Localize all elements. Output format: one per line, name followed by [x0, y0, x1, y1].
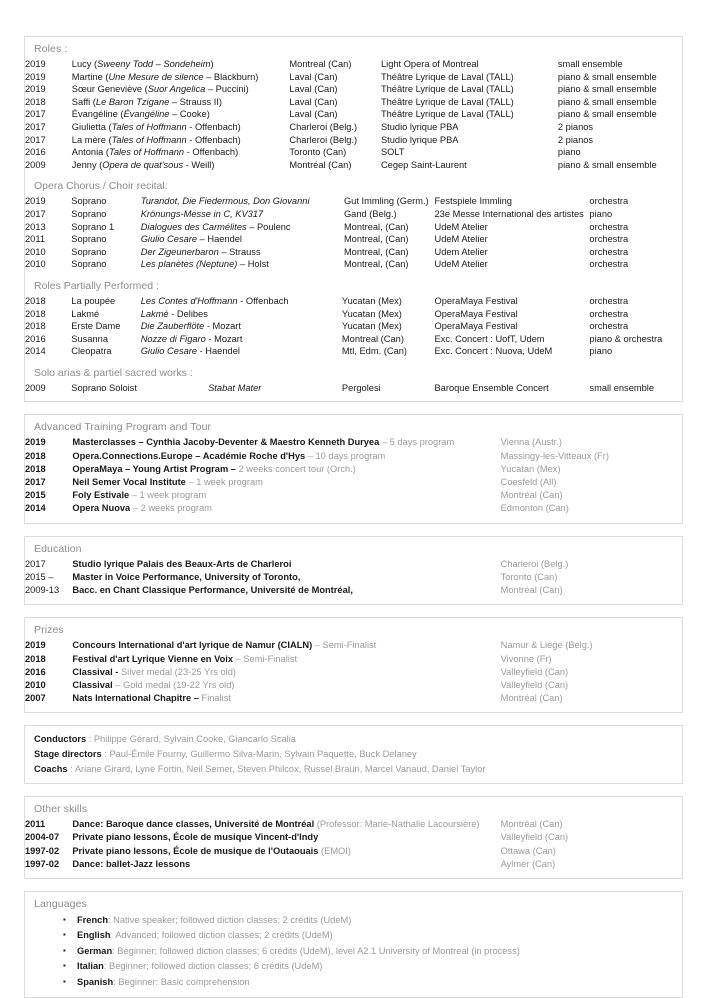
- training-table: [25, 436, 682, 515]
- partial-role-name: Susanna: [71, 333, 108, 344]
- education-place: Montréal (Can): [500, 585, 563, 596]
- role-row: [25, 96, 682, 109]
- role-year: 2019: [25, 84, 46, 95]
- partial-role-accompaniment: orchestra: [589, 321, 629, 332]
- chorus-place: Montreal, (Can): [343, 234, 409, 245]
- role-company: Studio lyrique PBA: [380, 134, 459, 145]
- training-row-year: 2015: [25, 490, 46, 501]
- chorus-row: [25, 233, 682, 246]
- chorus-year: 2011: [25, 234, 45, 245]
- language-item: ▪ Spanish: Beginner: Basic comprehension: [25, 975, 682, 990]
- prize-row-place: Valleyfield (Can): [500, 666, 569, 677]
- solo-aria-accompaniment: small ensemble: [589, 382, 655, 393]
- chorus-tbody: [25, 195, 682, 271]
- training-row: [25, 476, 682, 489]
- partial-role-row: [25, 333, 682, 346]
- skill-row-place: Montréal (Can): [500, 819, 563, 830]
- role-year: 2019: [25, 71, 46, 82]
- prize-row-title: Classival - Silver medal (23-25 Yrs old): [72, 666, 236, 677]
- prize-row-year: 2016: [25, 666, 46, 677]
- role-company: Théâtre Lyrique de Laval (TALL): [380, 71, 514, 82]
- role-company: Théâtre Lyrique de Laval (TALL): [380, 109, 514, 120]
- role-row: [25, 159, 682, 172]
- language-item: ▪ Italian: Beginner; followed diction classes; 6 crédits (UdeM): [25, 959, 682, 974]
- skill-row-title: Dance: ballet-Jazz lessons: [72, 858, 191, 869]
- prize-row-year: 2010: [25, 679, 46, 690]
- prize-row-year: 2007: [25, 693, 46, 704]
- partial-role-year: 2018: [25, 321, 46, 332]
- role-title: Évangéline (Évangéline – Cooke): [71, 109, 210, 120]
- prize-row: [25, 666, 682, 679]
- other-skills-section: [24, 796, 683, 879]
- credits-list: [25, 732, 682, 776]
- solo-aria-role: Soprano Soloist: [71, 382, 137, 393]
- partial-role-work: Lakmé - Delibes: [140, 308, 208, 319]
- prize-row-place: Valleyfield (Can): [500, 679, 569, 690]
- role-row: [25, 71, 682, 84]
- chorus-work: Giulio Cesare – Haendel: [140, 234, 242, 245]
- role-accompaniment: piano & small ensemble: [557, 109, 657, 120]
- skill-row-year: 1997-02: [25, 845, 60, 856]
- role-year: 2018: [25, 96, 46, 107]
- skill-row-year: 2004-07: [25, 832, 60, 843]
- solo-aria-year: 2009: [25, 382, 46, 393]
- chorus-accompaniment: orchestra: [589, 259, 629, 270]
- chorus-table: [25, 195, 682, 271]
- chorus-work: Krönungs-Messe in C, KV317: [140, 208, 264, 219]
- skill-row-place: Ottawa (Can): [500, 845, 556, 856]
- credits-row: Stage directors : Paul-Émile Fourny, Guillermo Silva-Marin, Sylvain Paquette, Buck Delaney: [34, 748, 417, 759]
- solo-arias-table: [25, 382, 682, 395]
- partial-role-year: 2014: [25, 346, 46, 357]
- role-place: Toronto (Can): [289, 147, 347, 158]
- partial-role-name: Cleopatra: [71, 346, 112, 357]
- role-accompaniment: piano & small ensemble: [557, 71, 657, 82]
- chorus-voice: Soprano 1: [71, 221, 115, 232]
- skill-row: [25, 818, 682, 831]
- roles-tbody: [25, 58, 682, 171]
- role-year: 2017: [25, 121, 46, 132]
- prize-row-title: Festival d'art Lyrique Vienne en Voix – Semi-Finalist: [72, 653, 298, 664]
- skill-row-title: Dance: Baroque dance classes, Université de Montréal (Professor: Marie-Nathalie Lacoursière): [72, 819, 480, 830]
- prize-row-title: Nats International Chapitre – Finalist: [72, 693, 231, 704]
- training-row-year: 2018: [25, 463, 46, 474]
- chorus-place: Montreal, (Can): [343, 259, 409, 270]
- role-accompaniment: piano & small ensemble: [557, 96, 657, 107]
- partial-role-org: OperaMaya Festival: [434, 308, 518, 319]
- partial-roles-heading: Roles Partially Performed :: [34, 279, 159, 292]
- training-tbody: [25, 436, 682, 515]
- credits-row: Conductors : Philippe Gérard, Sylvain Cooke, Giancarlo Scalia: [34, 734, 296, 745]
- training-row-title: Opera.Connections.Europe – Académie Roche d'Hys – 10 days program: [72, 450, 386, 461]
- role-place: Montréal (Can): [289, 159, 352, 170]
- skill-row-year: 1997-02: [25, 858, 60, 869]
- roles-heading: Roles :: [34, 43, 68, 55]
- education-title: Studio lyrique Palais des Beaux-Arts de Charleroi: [72, 558, 292, 569]
- prize-row-place: Montréal (Can): [500, 693, 563, 704]
- solo-aria-org: Baroque Ensemble Concert: [434, 382, 549, 393]
- chorus-place: Gut Immling (Germ.): [343, 196, 429, 207]
- skill-row-place: Aylmer (Can): [500, 858, 556, 869]
- chorus-heading: Opera Chorus / Choir recital:: [34, 180, 168, 193]
- role-row: [25, 121, 682, 134]
- partial-roles-table: [25, 295, 682, 358]
- role-year: 2009: [25, 159, 46, 170]
- training-row: [25, 502, 682, 515]
- partial-role-year: 2018: [25, 308, 46, 319]
- prize-row-title: Concours International d'art lyrique de Namur (CIALN) – Semi-Finalist: [72, 640, 377, 651]
- role-company: Studio lyrique PBA: [380, 121, 459, 132]
- prize-row-year: 2018: [25, 653, 46, 664]
- role-row: [25, 134, 682, 147]
- partial-role-accompaniment: piano: [589, 346, 613, 357]
- training-row: [25, 436, 682, 449]
- role-accompaniment: 2 pianos: [557, 134, 594, 145]
- skill-row-place: Valleyfield (Can): [500, 832, 569, 843]
- education-tbody: [25, 558, 682, 598]
- partial-role-row: [25, 345, 682, 358]
- role-accompaniment: small ensemble: [557, 59, 623, 69]
- prize-row-place: Namur & Liège (Belg.): [500, 640, 593, 651]
- training-row: [25, 450, 682, 463]
- partial-role-year: 2018: [25, 295, 46, 306]
- chorus-voice: Soprano: [71, 246, 107, 257]
- training-row-place: Coesfeld (All): [500, 477, 557, 488]
- role-title: Martine (Une Mesure de silence – Blackburn): [71, 71, 259, 82]
- prizes-tbody: [25, 639, 682, 705]
- role-company: SOLT: [380, 147, 405, 158]
- partial-role-accompaniment: orchestra: [589, 308, 629, 319]
- training-row-place: Yucatan (Mex): [500, 463, 561, 474]
- languages-list: [25, 913, 682, 990]
- role-row: [25, 146, 682, 159]
- partial-role-org: OperaMaya Festival: [434, 295, 518, 306]
- chorus-accompaniment: orchestra: [589, 221, 629, 232]
- partial-role-place: Mtl, Edm. (Can): [341, 346, 408, 357]
- chorus-work: Les planètes (Neptune) – Holst: [140, 259, 269, 270]
- role-accompaniment: 2 pianos: [557, 121, 594, 132]
- prizes-heading: Prizes: [34, 624, 64, 637]
- partial-role-work: Les Contes d'Hoffmann - Offenbach: [140, 295, 289, 306]
- training-row-title: Foly Estivale – 1 week program: [72, 490, 207, 501]
- roles-section: [24, 36, 683, 402]
- partial-role-place: Yucatan (Mex): [341, 321, 402, 332]
- education-year: 2015 –: [25, 571, 54, 582]
- education-year: 2009-13: [25, 585, 60, 596]
- chorus-voice: Soprano: [71, 196, 107, 207]
- role-company: Théâtre Lyrique de Laval (TALL): [380, 96, 514, 107]
- role-year: 2017: [25, 134, 46, 145]
- partial-role-place: Montreal (Can): [341, 333, 404, 344]
- skill-row-title: Private piano lessons, École de musique Vincent-d'Indy: [72, 832, 319, 843]
- education-place: Toronto (Can): [500, 571, 558, 582]
- chorus-row: [25, 221, 682, 234]
- role-title: Giulietta (Tales of Hoffmann - Offenbach): [71, 121, 241, 132]
- role-accompaniment: piano: [557, 147, 581, 158]
- partial-role-row: [25, 295, 682, 308]
- chorus-org: UdeM Atelier: [434, 221, 488, 232]
- training-row-title: OperaMaya – Young Artist Program – 2 weeks concert tour (Orch.): [72, 463, 356, 474]
- training-row-year: 2018: [25, 450, 46, 461]
- prizes-table: [25, 639, 682, 705]
- training-row-year: 2014: [25, 503, 46, 514]
- role-title: Saffi (Le Baron Tzigane – Strauss II): [71, 96, 222, 107]
- partial-role-place: Yucatan (Mex): [341, 295, 402, 306]
- training-row-title: Neil Semer Vocal Institute – 1 week program: [72, 477, 263, 488]
- role-year: 2016: [25, 147, 46, 158]
- chorus-accompaniment: orchestra: [589, 196, 629, 207]
- training-row-year: 2019: [25, 437, 46, 448]
- education-place: Charleroi (Belg.): [500, 558, 569, 569]
- education-row: [25, 584, 682, 597]
- partial-role-year: 2016: [25, 333, 46, 344]
- partial-role-name: La poupée: [71, 295, 116, 306]
- chorus-org: Festspiele Immling: [434, 196, 512, 207]
- chorus-voice: Soprano: [71, 234, 107, 245]
- languages-heading: Languages: [34, 897, 87, 910]
- chorus-place: Montreal, (Can): [343, 246, 409, 257]
- prize-row-place: Vivonne (Fr): [500, 653, 552, 664]
- training-row-place: Montréal (Can): [500, 490, 563, 501]
- chorus-org: Udem Atelier: [434, 246, 488, 257]
- role-company: Cegep Saint-Laurent: [380, 159, 467, 170]
- training-row: [25, 489, 682, 502]
- language-item: ▪ German: Beginner; followed diction classes; 6 crédits (UdeM), level A2.1 University of Montreal (in process): [25, 944, 682, 959]
- partial-role-place: Yucatan (Mex): [341, 308, 402, 319]
- training-row-place: Edmonton (Can): [500, 503, 569, 514]
- chorus-org: 23e Messe International des artistes: [434, 208, 584, 219]
- education-row: [25, 558, 682, 571]
- partial-role-org: Exc. Concert : UofT, Udem: [434, 333, 545, 344]
- partial-role-work: Die Zauberflöte - Mozart: [140, 321, 241, 332]
- education-year: 2017: [25, 558, 46, 569]
- skill-row: [25, 831, 682, 844]
- chorus-accompaniment: orchestra: [589, 234, 629, 245]
- partial-role-accompaniment: orchestra: [589, 295, 629, 306]
- chorus-row: [25, 195, 682, 208]
- chorus-year: 2019: [25, 196, 46, 207]
- prize-row-title: Classival – Gold medal (19-22 Yrs old): [72, 679, 235, 690]
- partial-role-work: Nozze di Figaro - Mozart: [140, 333, 243, 344]
- solo-aria-row: [25, 382, 682, 395]
- skill-row: [25, 858, 682, 871]
- partial-role-name: Lakmé: [71, 308, 100, 319]
- other-skills-heading: Other skills: [34, 803, 88, 816]
- partial-role-row: [25, 308, 682, 321]
- education-row: [25, 571, 682, 584]
- role-place: Laval (Can): [289, 109, 338, 120]
- role-year: 2017: [25, 109, 46, 120]
- training-row-title: Masterclasses – Cynthia Jacoby-Deventer & Maestro Kenneth Duryea – 5 days program: [72, 437, 455, 448]
- language-item: ▪ French: Native speaker; followed diction classes; 2 crédits (UdeM): [25, 913, 682, 928]
- training-heading: Advanced Training Program and Tour: [34, 421, 212, 434]
- prize-row: [25, 639, 682, 652]
- chorus-work: Der Zigeunerbaron – Strauss: [140, 246, 261, 257]
- role-title: Sœur Geneviève (Suor Angelica – Puccini): [71, 84, 249, 95]
- training-row: [25, 463, 682, 476]
- chorus-voice: Soprano: [71, 259, 107, 270]
- chorus-row: [25, 258, 682, 271]
- chorus-org: UdeM Atelier: [434, 259, 488, 270]
- role-place: Montreal (Can): [289, 59, 352, 69]
- partial-role-accompaniment: piano & orchestra: [589, 333, 663, 344]
- language-item: ▪ English: Advanced; followed diction classes; 2 crédits (UdeM): [25, 928, 682, 943]
- role-title: La mère (Tales of Hoffmann - Offenbach): [71, 134, 241, 145]
- solo-aria-composer: Pergolesi: [341, 382, 381, 393]
- education-section: [24, 536, 683, 606]
- credits-section: [24, 725, 683, 784]
- solo-arias-tbody: [25, 382, 682, 395]
- prize-row: [25, 679, 682, 692]
- training-section: [24, 414, 683, 523]
- role-place: Laval (Can): [289, 96, 338, 107]
- roles-table: [25, 58, 682, 171]
- role-place: Laval (Can): [289, 84, 338, 95]
- role-row: [25, 108, 682, 121]
- role-company: Théâtre Lyrique de Laval (TALL): [380, 84, 514, 95]
- other-skills-tbody: [25, 818, 682, 871]
- role-place: Charleroi (Belg.): [289, 134, 358, 145]
- training-row-year: 2017: [25, 477, 46, 488]
- role-accompaniment: piano & small ensemble: [557, 159, 657, 170]
- training-row-place: Massingy-les-Vitteaux (Fr): [500, 450, 609, 461]
- partial-role-name: Erste Dame: [71, 321, 121, 332]
- education-table: [25, 558, 682, 598]
- partial-roles-tbody: [25, 295, 682, 358]
- education-title: Bacc. en Chant Classique Performance, Université de Montréal,: [72, 585, 353, 596]
- chorus-accompaniment: orchestra: [589, 246, 629, 257]
- prize-row-year: 2019: [25, 640, 46, 651]
- partial-role-org: OperaMaya Festival: [434, 321, 518, 332]
- chorus-year: 2017: [25, 208, 46, 219]
- skill-row: [25, 845, 682, 858]
- chorus-work: Dialogues des Carmélites – Poulenc: [140, 221, 291, 232]
- role-title: Antonia (Tales of Hoffmann - Offenbach): [71, 147, 239, 158]
- education-title: Master in Voice Performance, University of Toronto,: [72, 571, 301, 582]
- role-company: Light Opera of Montreal: [380, 59, 479, 69]
- role-accompaniment: piano & small ensemble: [557, 84, 657, 95]
- role-place: Laval (Can): [289, 71, 338, 82]
- chorus-row: [25, 208, 682, 221]
- solo-aria-work: Stabat Mater: [208, 382, 262, 393]
- languages-section: [24, 891, 683, 998]
- training-row-title: Opera Nuova – 2 weeks program: [72, 503, 212, 514]
- chorus-year: 2010: [25, 259, 46, 270]
- skill-row-title: Private piano lessons, École de musique de l'Outaouais (EMOI): [72, 845, 351, 856]
- partial-role-work: Giulio Cesare - Haendel: [140, 346, 240, 357]
- role-year: 2019: [25, 59, 46, 69]
- chorus-year: 2010: [25, 246, 46, 257]
- credits-row: Coachs : Ariane Girard, Lyne Fortin, Neil Semer, Steven Philcox, Russel Braun, Marcel Vanaud, Daniel Taylor: [34, 763, 486, 774]
- chorus-year: 2013: [25, 221, 46, 232]
- prize-row: [25, 692, 682, 705]
- chorus-row: [25, 246, 682, 259]
- chorus-org: UdeM Atelier: [434, 234, 488, 245]
- role-title: Lucy (Sweeny Todd – Sondeheim): [71, 59, 214, 69]
- chorus-accompaniment: piano: [589, 208, 613, 219]
- chorus-place: Montreal, (Can): [343, 221, 409, 232]
- chorus-place: Gand (Belg.): [343, 208, 397, 219]
- role-title: Jenny (Opera de quat'sous - Weill): [71, 159, 215, 170]
- solo-arias-heading: Solo arias & partiel sacred works :: [34, 366, 193, 379]
- role-row: [25, 58, 682, 71]
- role-place: Charleroi (Belg.): [289, 121, 358, 132]
- prize-row: [25, 653, 682, 666]
- partial-role-org: Exc. Concert : Nuova, UdeM: [434, 346, 553, 357]
- prizes-section: [24, 617, 683, 713]
- training-row-place: Vienna (Austr.): [500, 437, 562, 448]
- chorus-work: Turandot, Die Fiedermous, Don Giovanni: [140, 196, 310, 207]
- partial-role-row: [25, 320, 682, 333]
- role-row: [25, 83, 682, 96]
- other-skills-table: [25, 818, 682, 871]
- chorus-voice: Soprano: [71, 208, 107, 219]
- skill-row-year: 2011: [25, 819, 46, 830]
- education-heading: Education: [34, 542, 82, 555]
